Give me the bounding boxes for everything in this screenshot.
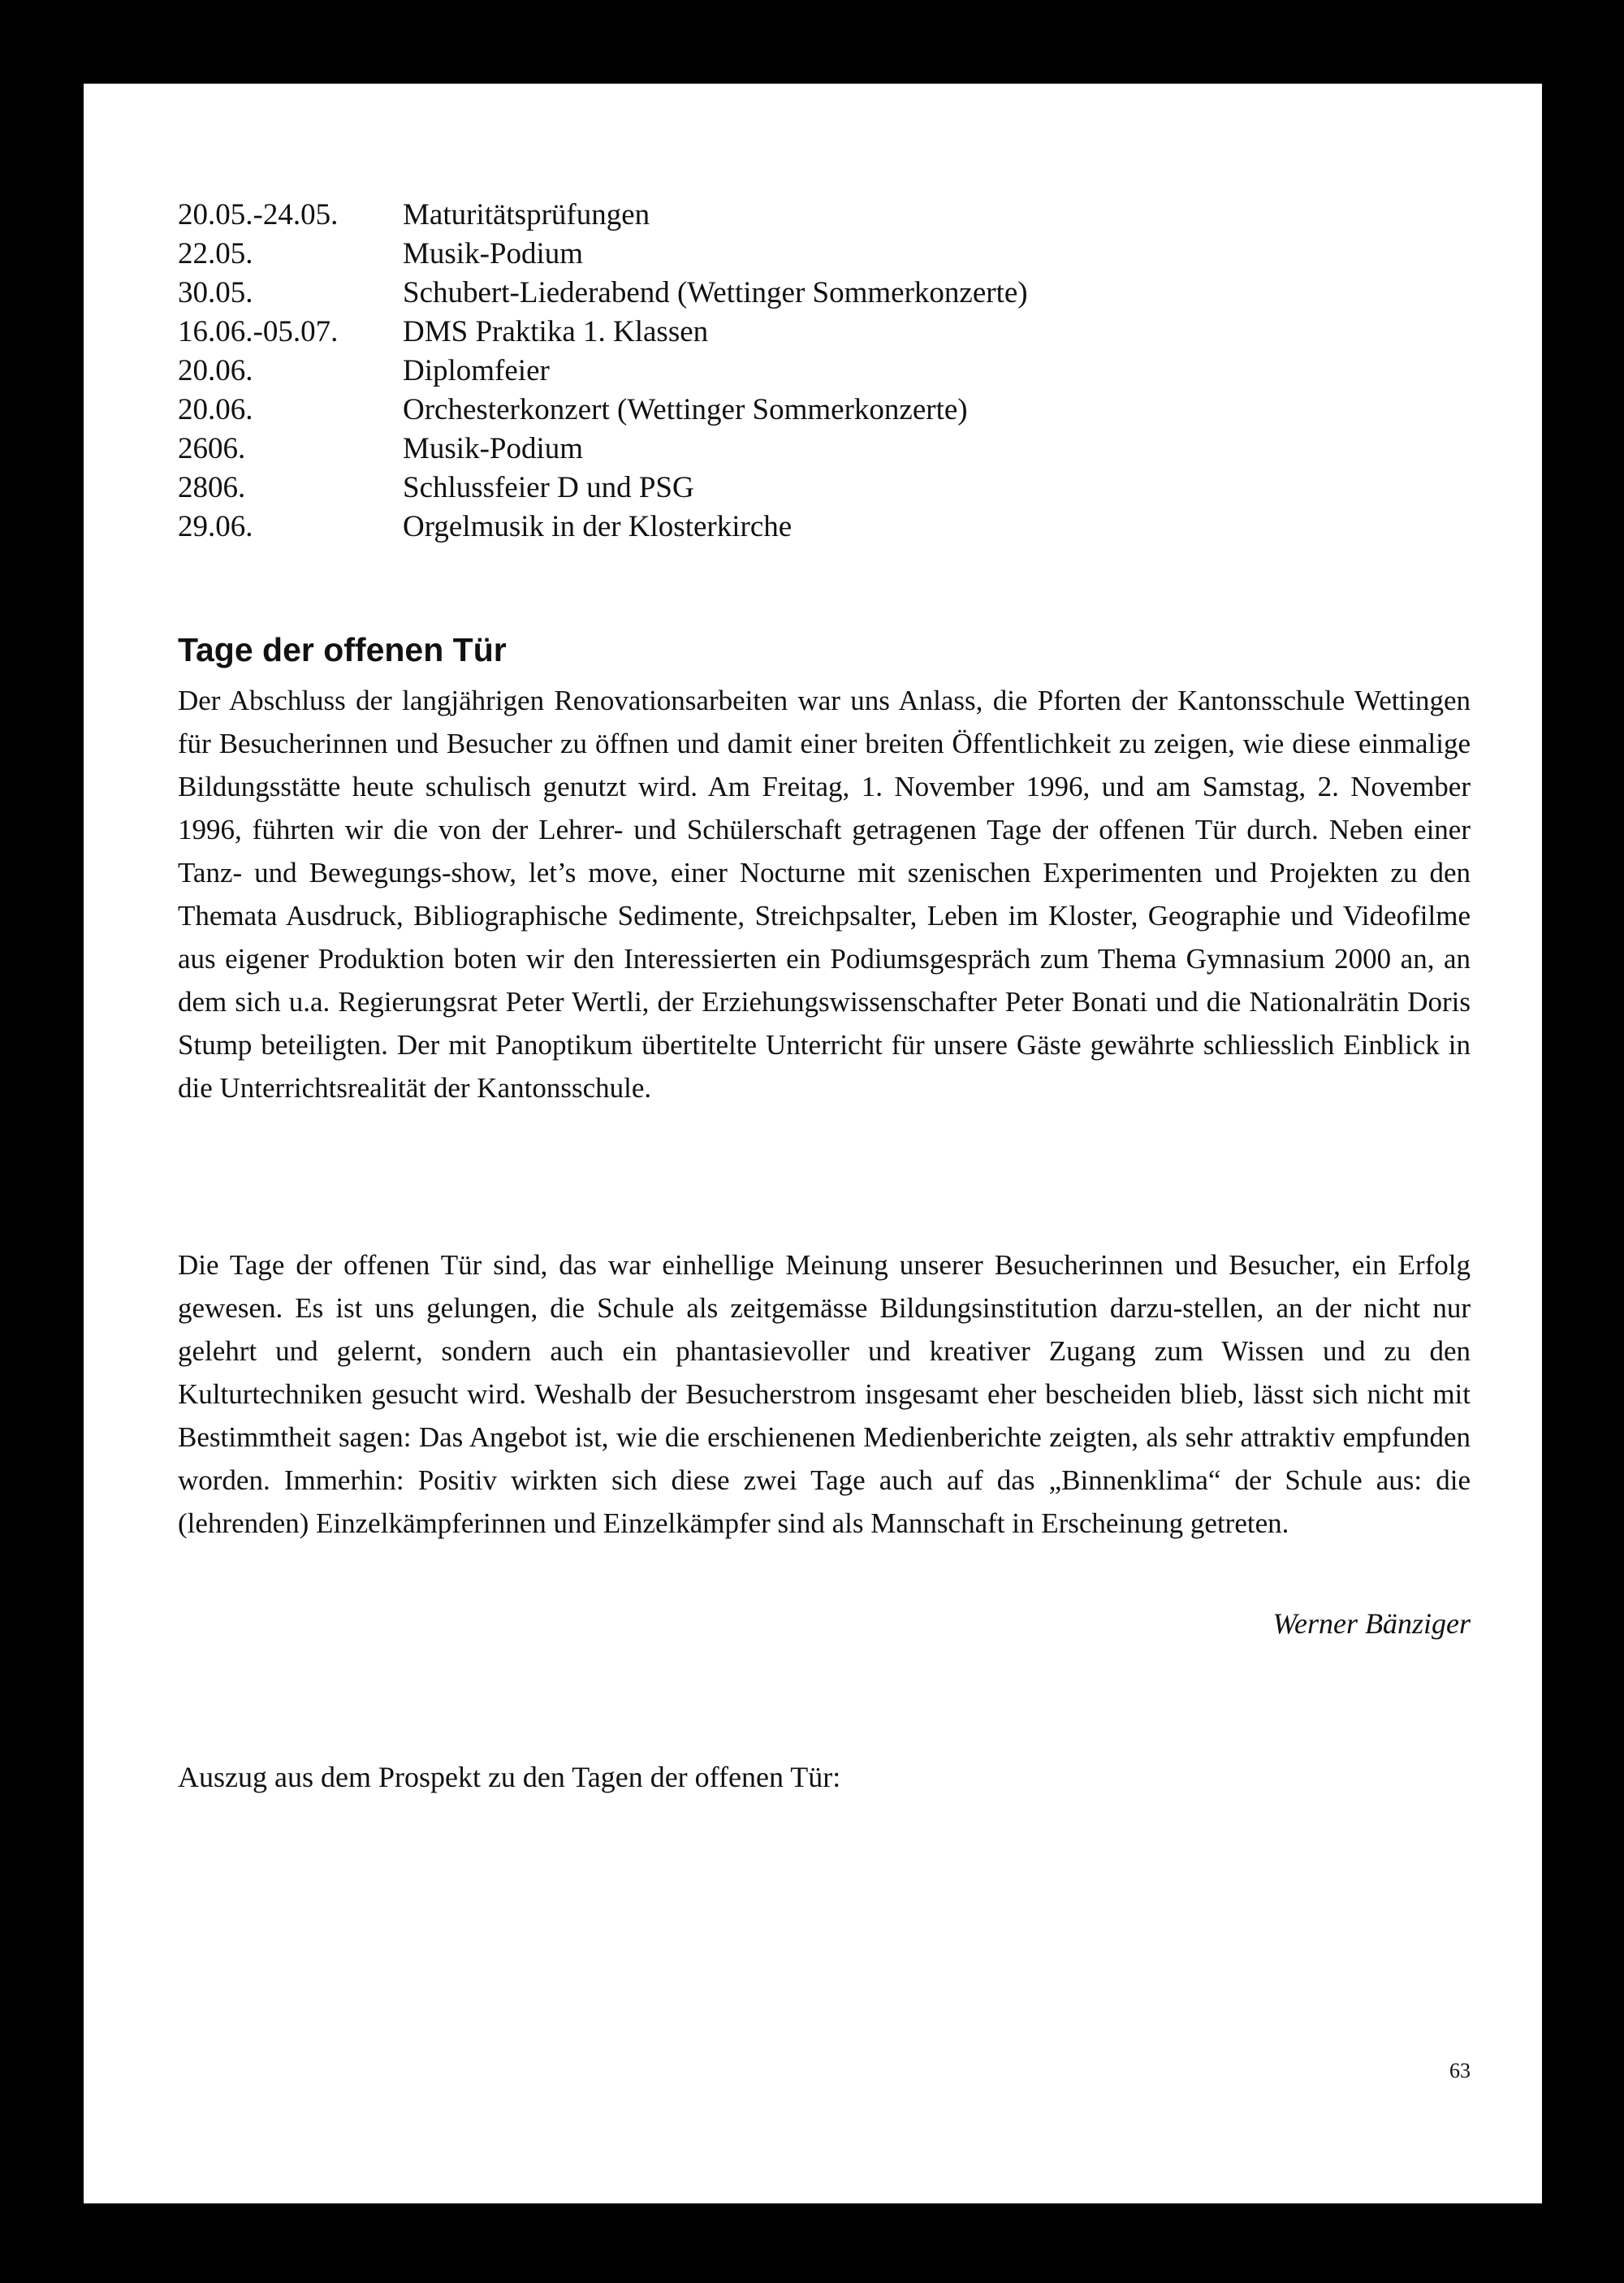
document-page	[84, 84, 1542, 2203]
schedule-date: 30.05.	[178, 276, 253, 309]
schedule-row	[178, 352, 1477, 391]
schedule-date: 20.05.-24.05.	[178, 198, 339, 231]
schedule-event: Diplomfeier	[403, 354, 550, 387]
schedule-date: 29.06.	[178, 510, 253, 543]
section-heading: Tage der offenen Tür	[178, 631, 507, 668]
excerpt-note: Auszug aus dem Prospekt zu den Tagen der offenen Tür:	[178, 1761, 841, 1793]
schedule-event: Musik-Podium	[403, 432, 584, 465]
schedule-row	[178, 235, 1477, 274]
schedule-event: Orgelmusik in der Klosterkirche	[403, 510, 793, 543]
schedule-row	[178, 469, 1477, 508]
schedule-row	[178, 313, 1477, 352]
schedule-event: Schubert-Liederabend (Wettinger Sommerkonzerte)	[403, 276, 1028, 309]
body-paragraph: Die Tage der offenen Tür sind, das war einhellige Meinung unserer Besucherinnen und Besucher, ein Erfolg gewesen. Es ist uns gelungen, die Schule als zeitgemässe Bildungsinstitution darzu-stellen, an der nicht nur gelehrt und gelernt, sondern auch ein phantasievoller und kreativer Zugang zum Wissen und zu den Kulturtechniken gesucht wird. Weshalb der Besucherstrom insgesamt eher bescheiden blieb, lässt sich nicht mit Bestimmtheit sagen: Das Angebot ist, wie die erschienenen Medienberichte zeigten, als sehr attraktiv empfunden worden. Immerhin: Positiv wirkten sich diese zwei Tage auch auf das „Binnenklima“ der Schule aus: die (lehrenden) Einzelkämpferinnen und Einzelkämpfer sind als Mannschaft in Erscheinung getreten.	[178, 1249, 1471, 1539]
schedule-event: DMS Praktika 1. Klassen	[403, 315, 709, 348]
schedule-event: Maturitätsprüfungen	[403, 198, 650, 231]
schedule-row	[178, 391, 1477, 430]
event-schedule	[178, 196, 1477, 547]
schedule-date: 20.06.	[178, 393, 253, 426]
schedule-row	[178, 508, 1477, 547]
schedule-date: 22.05.	[178, 237, 253, 270]
author-signature: Werner Bänziger	[1272, 1607, 1471, 1640]
schedule-date: 16.06.-05.07.	[178, 315, 339, 348]
body-paragraph: Der Abschluss der langjährigen Renovationsarbeiten war uns Anlass, die Pforten der Kantonsschule Wettingen für Besucherinnen und Besucher zu öffnen und damit einer breiten Öffentlichkeit zu zeigen, wie diese einmalige Bildungsstätte heute schulisch genutzt wird. Am Freitag, 1. November 1996, und am Samstag, 2. November 1996, führten wir die von der Lehrer- und Schülerschaft getragenen Tage der offenen Tür durch. Neben einer Tanz- und Bewegungs-show, let’s move, einer Nocturne mit szenischen Experimenten und Projekten zu den Themata Ausdruck, Bibliographische Sedimente, Streichpsalter, Leben im Kloster, Geographie und Videofilme aus eigener Produktion boten wir den Interessierten ein Podiumsgespräch zum Thema Gymnasium 2000 an, an dem sich u.a. Regierungsrat Peter Wertli, der Erziehungswissenschafter Peter Bonati und die Nationalrätin Doris Stump beteiligten. Der mit Panoptikum übertitelte Unterricht für unsere Gäste gewährte schliesslich Einblick in die Unterrichtsrealität der Kantonsschule.	[178, 685, 1471, 1104]
schedule-date: 2806.	[178, 471, 246, 504]
page-number: 63	[1449, 2059, 1471, 2082]
schedule-event: Musik-Podium	[403, 237, 584, 270]
schedule-row	[178, 274, 1477, 313]
schedule-row	[178, 196, 1477, 235]
schedule-date: 2606.	[178, 432, 246, 465]
schedule-date: 20.06.	[178, 354, 253, 387]
schedule-event: Schlussfeier D und PSG	[403, 471, 694, 504]
schedule-row	[178, 430, 1477, 469]
schedule-event: Orchesterkonzert (Wettinger Sommerkonzerte)	[403, 393, 968, 426]
